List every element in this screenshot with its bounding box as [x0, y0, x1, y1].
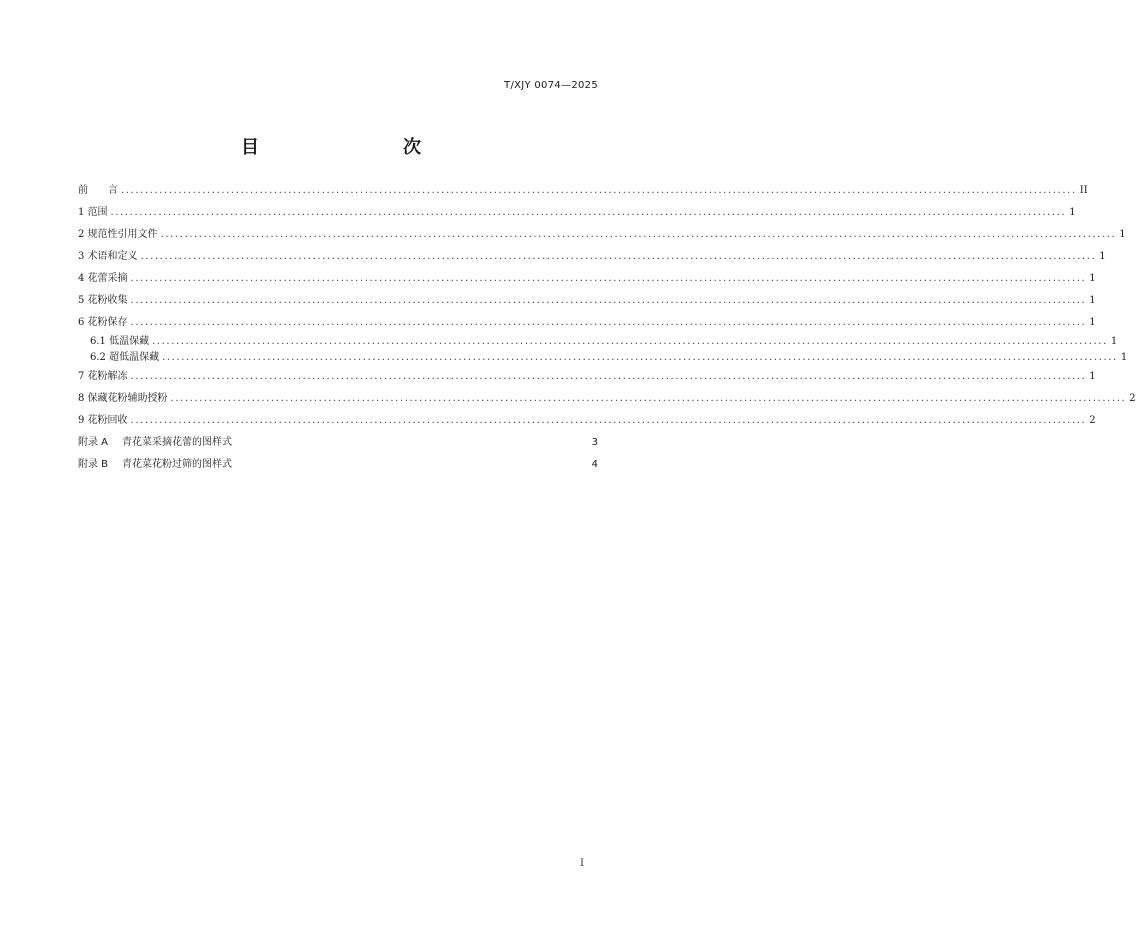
- toc-entry-annex-a[interactable]: [78, 432, 598, 454]
- toc-entry-page: 1: [1089, 371, 1096, 382]
- toc-entry-pollen-collection[interactable]: [78, 290, 1096, 312]
- toc-entry-page: II: [1079, 185, 1088, 196]
- toc-entry-label: 5 花粉收集: [78, 295, 128, 306]
- toc-entry-page: 1: [1110, 336, 1118, 347]
- toc-subentry-low-temp[interactable]: [78, 334, 1118, 350]
- toc-entry-label: 2 规范性引用文件: [78, 229, 158, 240]
- toc-entry-annex-b[interactable]: [78, 454, 598, 476]
- document-code: T/XJY 0074—2025: [504, 80, 598, 91]
- toc-entry-page: 1: [1069, 207, 1076, 218]
- toc-entry-pollen-storage[interactable]: [78, 312, 1096, 334]
- toc-leader-dots: ........................................................................................................................................................................................................: [130, 371, 1087, 382]
- table-of-contents: [78, 180, 1136, 476]
- toc-entry-label: 8 保藏花粉辅助授粉: [78, 393, 168, 404]
- toc-entry-terms-definitions[interactable]: [78, 246, 1106, 268]
- toc-leader-dots: ........................................................................................................................................................................................................: [130, 415, 1087, 426]
- toc-leader-dots: ........................................................................................................................................................................................................: [152, 336, 1108, 347]
- page-number: I: [580, 858, 584, 869]
- toc-entry-label: 3 术语和定义: [78, 251, 138, 262]
- toc-leader-dots: ........................................................................................................................................................................................................: [130, 273, 1087, 284]
- toc-leader-dots: ........................................................................................................................................................................................................: [170, 393, 1127, 404]
- toc-entry-page: 1: [1089, 295, 1096, 306]
- toc-leader-dots: ........................................................................................................................................................................................................: [130, 317, 1087, 328]
- toc-entry-page: 4: [591, 459, 598, 470]
- toc-entry-normative-references[interactable]: [78, 224, 1126, 246]
- toc-leader-dots: ........................................................................................................................................................................................................: [160, 229, 1117, 240]
- toc-leader-dots: ........................................................................................................................................................................................................: [130, 295, 1087, 306]
- toc-entry-label: 1 范围: [78, 207, 108, 218]
- toc-entry-pollen-recovery[interactable]: [78, 410, 1096, 432]
- toc-entry-page: 1: [1120, 352, 1128, 363]
- toc-entry-page: 2: [1129, 393, 1136, 404]
- toc-entry-label: 前 言: [78, 185, 118, 196]
- toc-leader-dots: ........................................................................................................................................................................................................: [110, 207, 1067, 218]
- toc-entry-assisted-pollination[interactable]: [78, 388, 1136, 410]
- toc-entry-page: 2: [1089, 415, 1096, 426]
- toc-entry-label: 6.1 低温保藏: [90, 336, 150, 347]
- toc-entry-page: 1: [1119, 229, 1126, 240]
- toc-entry-page: 1: [1089, 273, 1096, 284]
- toc-title: 目 次: [241, 137, 457, 158]
- annex-prefix: 附录 B: [78, 459, 109, 470]
- toc-entry-label: 9 花粉回收: [78, 415, 128, 426]
- toc-leader-dots: ........................................................................................................................................................................................................: [140, 251, 1097, 262]
- toc-leader-dots: ........................................................................................................................................................................................................: [121, 185, 1077, 196]
- toc-entry-foreword[interactable]: [78, 180, 1088, 202]
- toc-entry-label: 7 花粉解冻: [78, 371, 128, 382]
- toc-subentry-ultra-low-temp[interactable]: [78, 350, 1128, 366]
- toc-leader-dots: ........................................................................................................................................................................................................: [162, 352, 1118, 363]
- toc-entry-page: 1: [1089, 317, 1096, 328]
- toc-entry-pollen-thawing[interactable]: [78, 366, 1096, 388]
- toc-entry-bud-picking[interactable]: [78, 268, 1096, 290]
- toc-entry-label: 6 花粉保存: [78, 317, 128, 328]
- toc-entry-page: 3: [591, 437, 598, 448]
- toc-entry-scope[interactable]: [78, 202, 1076, 224]
- toc-entry-label: 6.2 超低温保藏: [90, 352, 160, 363]
- toc-entry-page: 1: [1099, 251, 1106, 262]
- annex-prefix: 附录 A: [78, 437, 109, 448]
- annex-title: 青花菜花粉过筛的图样式: [122, 459, 233, 470]
- toc-entry-label: 4 花蕾采摘: [78, 273, 128, 284]
- annex-title: 青花菜采摘花蕾的图样式: [122, 437, 233, 448]
